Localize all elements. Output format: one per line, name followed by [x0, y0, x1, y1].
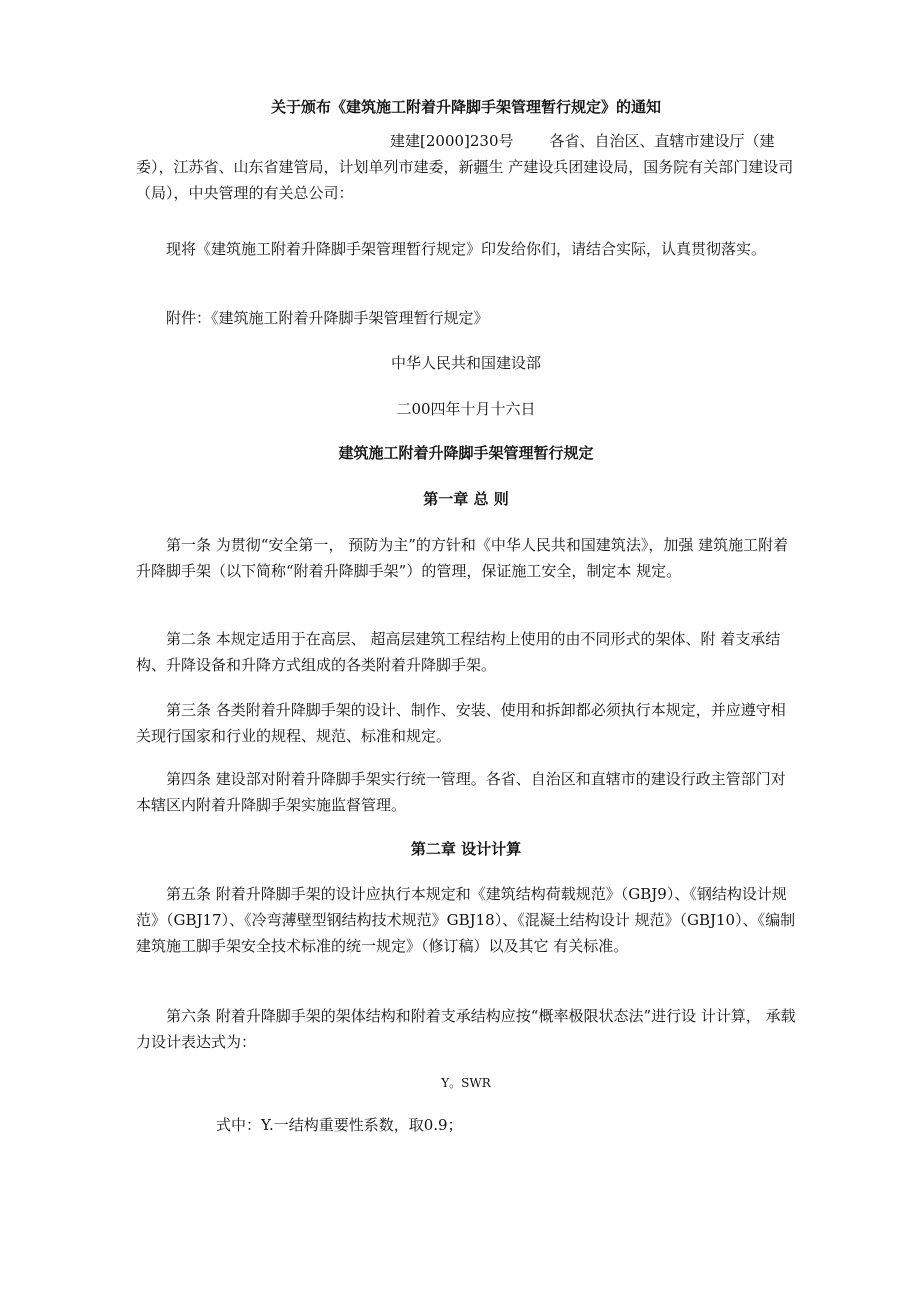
doc-number: 建建[2000]230号	[390, 132, 514, 150]
article-6: 第六条 附着升降脚手架的架体结构和附着支承结构应按“概率极限状态法”进行设 计计算， 承载力设计表达式为：	[136, 1007, 796, 1051]
regulation-title: 建筑施工附着升降脚手架管理暂行规定	[338, 444, 594, 462]
issuer: 中华人民共和国建设部	[390, 354, 541, 372]
article-1: 第一条 为贯彻“安全第一， 预防为主”的方针和《中华人民共和国建筑法》，加强 建筑施工附着升降脚手架（以下简称“附着升降脚手架”）的管理，保证施工安全，制定本 规定。	[136, 536, 789, 580]
notice-recipients-block	[136, 128, 796, 206]
attachment-line: 附件：《建筑施工附着升降脚手架管理暂行规定》	[166, 309, 489, 327]
issue-date: 二00四年十月十六日	[396, 400, 536, 418]
formula-note: 式中：Y.一结构重要性系数，取0.9；	[216, 1116, 463, 1134]
chapter-1-heading: 第一章 总 则	[423, 490, 509, 508]
notice-body: 现将《建筑施工附着升降脚手架管理暂行规定》印发给你们，请结合实际，认真贯彻落实。	[166, 240, 767, 258]
article-2: 第二条 本规定适用于在高层、 超高层建筑工程结构上使用的由不同形式的架体、附 着支承结构、升降设备和升降方式组成的各类附着升降脚手架。	[136, 630, 781, 674]
article-4: 第四条 建设部对附着升降脚手架实行统一管理。各省、自治区和直辖市的建设行政主管部门对本辖区内附着升降脚手架实施监督管理。	[136, 770, 786, 814]
recipients: 各省、自治区、直辖市建设厅（建委），江苏省、山东省建管局，计划单列市建委，新疆生 产建设兵团建设局，国务院有关部门建设司（局），中央管理的有关总公司：	[136, 132, 794, 202]
notice-title: 关于颁布《建筑施工附着升降脚手架管理暂行规定》的通知	[270, 98, 661, 116]
article-5: 第五条 附着升降脚手架的设计应执行本规定和《建筑结构荷载规范》（GBJ9）、《钢结构设计规范》（GBJ17）、《冷弯薄壁型钢结构技术规范》GBJ18）、《混凝土结构设计 规范》（GBJ10）、《编制建筑施工脚手架安全技术标准的统一规定》（修订稿）以及其它 有关标准。	[136, 885, 796, 955]
article-3: 第三条 各类附着升降脚手架的设计、制作、安装、使用和拆卸都必须执行本规定，并应遵守相关现行国家和行业的规程、规范、标准和规定。	[136, 701, 786, 745]
chapter-2-heading: 第二章 设计计算	[410, 840, 522, 858]
formula: Y。SWR	[441, 1076, 491, 1090]
